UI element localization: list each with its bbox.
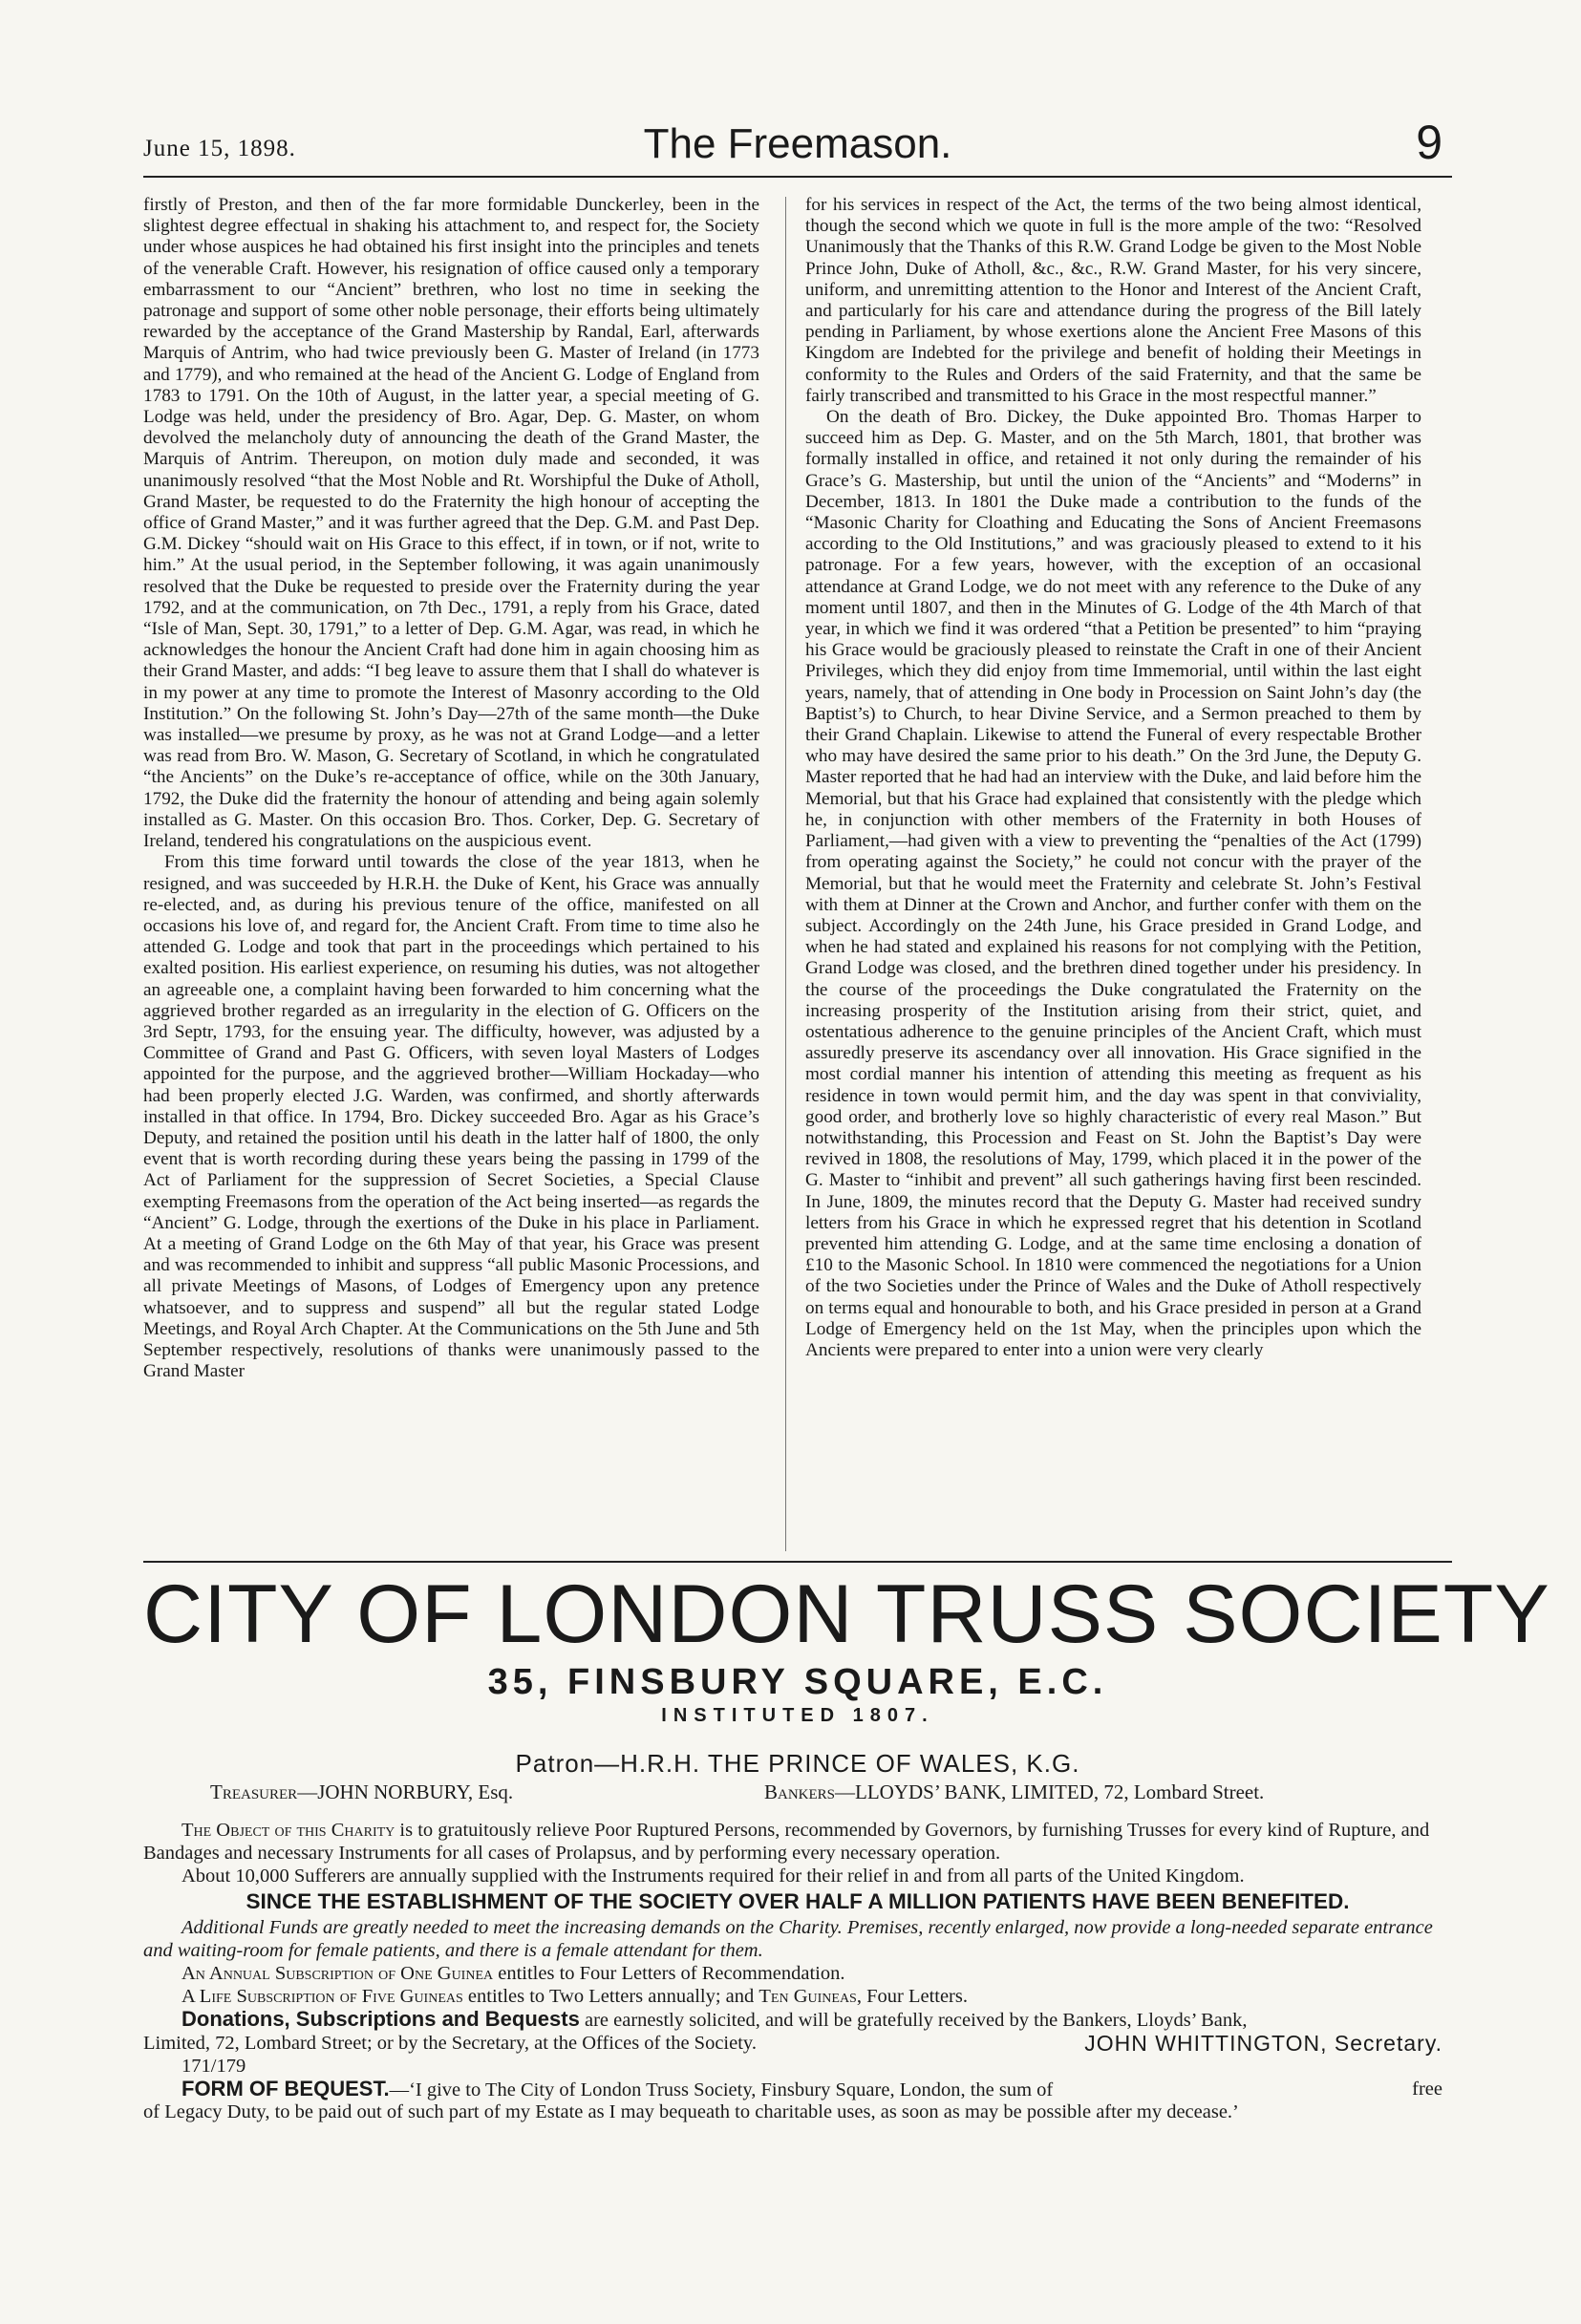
donations-line2: Limited, 72, Lombard Street; or by the Secretary, at the Offices of the Society. bbox=[143, 2033, 757, 2054]
donations-text: are earnestly solicited, and will be gratefully received by the Bankers, Lloyds’ Bank, bbox=[579, 2010, 1248, 2031]
advert-title: CITY OF LONDON TRUSS SOCIETY bbox=[143, 1568, 1550, 1660]
advert-ref: 171/179 bbox=[182, 2056, 246, 2077]
bequest-text: —‘I give to The City of London Truss Society, Finsbury Square, London, the sum of bbox=[389, 2079, 1054, 2100]
advert-officers bbox=[143, 1780, 1452, 1809]
advert-object bbox=[143, 1819, 1452, 1865]
treasurer-name: —JOHN NORBURY, Esq. bbox=[297, 1780, 514, 1803]
life-text: entitles to Two Letters annually; and bbox=[462, 1986, 759, 2007]
object-text: is to gratuitously relieve Poor Ruptured Persons, recommended by Governors, by furnishing Trusses for every kind of Rupture, and Bandages and necessary Instruments for all cases of Prolapsus, and by performing every necessary operation. bbox=[143, 1820, 1430, 1864]
bequest-label: FORM OF BEQUEST. bbox=[182, 2077, 390, 2100]
article-column-right bbox=[805, 195, 1421, 1555]
advertisement bbox=[143, 1567, 1550, 2123]
life-label: A Life Subscription of Five Guineas bbox=[182, 1986, 463, 2007]
bequest-line1 bbox=[182, 2078, 1053, 2101]
bankers-name: —LLOYDS’ BANK, LIMITED, 72, Lombard Street. bbox=[835, 1780, 1265, 1803]
annual-label: An Annual Subscription of One Guinea bbox=[182, 1963, 494, 1984]
advert-treasurer bbox=[210, 1780, 513, 1804]
advert-body bbox=[143, 1819, 1452, 2123]
advert-bequest bbox=[143, 2078, 1452, 2100]
bankers-label: Bankers bbox=[764, 1780, 836, 1803]
advert-sufferers: About 10,000 Sufferers are annually supplied with the Instruments required for their relief in and from all parts of the United Kingdom. bbox=[182, 1866, 1245, 1887]
bequest-line2: of Legacy Duty, to be paid out of such part of my Estate as I may bequeath to charitable uses, as soon as may be possible after my decease.’ bbox=[143, 2101, 1239, 2122]
ten-text: , Four Letters. bbox=[856, 1986, 968, 2007]
article-paragraph: On the death of Bro. Dickey, the Duke appointed Bro. Thomas Harper to succeed him as Dep. G. Master, and on the 5th March, 1801, that brother was formally installed in office, and retained it not only during the remainder of his Grace’s G. Mastership, but until the union of the “Ancients” and “Moderns” in December, 1813. In 1801 the Duke made a contribution to the funds of the “Masonic Charity for Cloathing and Educating the Sons of Ancient Freemasons according to the Old Institutions,” and was graciously pleased to extend to it his patronage. For a few years, however, with the exception of an occasional attendance at Grand Lodge, we do not meet with any reference to the Duke of any moment until 1807, and then in the Minutes of G. Lodge of the 4th March of that year, in which we find it was ordered “that a Petition be presented” to him “praying his Grace would be graciously pleased to reinstate the Craft in one of their Ancient Privileges, which they did enjoy from time Immemorial, until within the last eight years, namely, that of attending in One body in Procession on Saint John’s day (the Baptist’s) to Church, to hear Divine Service, and a Sermon preached to them by their Grand Chaplain. Likewise to attend the Funeral of every respectable Brother who may have desired the same prior to his death.” On the 3rd June, the Deputy G. Master reported that he had had an interview with the Duke, and laid before him the Memorial, but that his Grace had explained that consistently with the pledge which he, in conjunction with other members of the Fraternity in both Houses of Parliament,—had given with a view to preventing the “penalties of the Act (1799) from operating against the Society,” he could not concur with the prayer of the Memorial, but that he would meet the Fraternity and celebrate St. John’s Festival with them at Dinner at the Crown and Anchor, and further confer with them on the subject. Accordingly on the 24th June, his Grace presided in Grand Lodge, and when he had stated and explained his reasons for not complying with the Petition, Grand Lodge was closed, and the brethren dined together under his presidency. In the course of the proceedings the Duke congratulated the Fraternity on the increasing prosperity of the Institution arising from their strict, quiet, and ostentatious adherence to the genuine principles of the Ancient Craft, which must assuredly preserve its ascendancy over all innovation. His Grace signified in the most cordial manner his intention of attending this meeting as frequent as his residence in town would permit him, and the day was spent in that conviviality, good order, and brotherly love so highly characteristic of every real Mason.” But notwithstanding, this Procession and Feast on St. John the Baptist’s Day were revived in 1808, the resolutions of May, 1799, which placed it in the power of the G. Master to “inhibit and prevent” all such gatherings having first been rescinded. In June, 1809, the minutes record that the Deputy G. Master had received sundry letters from his Grace in which he expressed regret that his detention in Scotland prevented him attending G. Lodge, and at the same time enclosing a donation of £10 to the Masonic School. In 1810 were commenced the negotiations for a Union of the two Societies under the Prince of Wales and the Duke of Atholl respectively on terms equal and honourable to both, and his Grace presided in person at a Grand Lodge of Emergency held on the 1st May, when the principles upon which the Ancients were prepared to enter into a union were very clearly bbox=[805, 407, 1421, 1360]
advert-secretary: JOHN WHITTINGTON, Secretary. bbox=[1084, 2031, 1442, 2056]
article-paragraph: firstly of Preston, and then of the far more formidable Dunckerley, been in the slightest degree effectual in shaking his attachment to, and respect for, the Society under whose auspices he had obtained his first insight into the principles and tenets of the venerable Craft. However, his resignation of office caused only a temporary embarrassment to our “Ancient” brethren, who lost no time in seeking the patronage and support of some other noble personage, their efforts being ultimately rewarded by the acceptance of the Grand Mastership by Randal, Earl, afterwards Marquis of Antrim, who had twice previously been G. Master of Ireland (in 1773 and 1779), and who remained at the head of the Ancient G. Lodge of England from 1783 to 1791. On the 10th of August, in the latter year, a special meeting of G. Lodge was held, under the presidency of Bro. Agar, Dep. G. Master, on whom devolved the melancholy duty of announcing the death of the Grand Master, the Marquis of Antrim. Thereupon, on motion duly made and seconded, it was unanimously resolved “that the Most Noble and Rt. Worshipful the Duke of Atholl, Grand Master, be requested to do the Fraternity the high honour of accepting the office of Grand Master,” and it was further agreed that the Dep. G.M. and Past Dep. G.M. Dickey “should wait on His Grace to this effect, if in town, or if not, write to him.” At the usual period, in the September following, it was again unanimously resolved that the Duke be requested to preside over the Fraternity during the year 1792, and at the communication, on 7th Dec., 1791, a reply from his Grace, dated “Isle of Man, Sept. 30, 1791,” to a letter of Dep. G.M. Agar, was read, in which he acknowledges the honour the Ancient Craft had done him in again choosing him as their Grand Master, and adds: “I beg leave to assure them that I shall do whatever is in my power at any time to promote the Interest of Masonry according to the Old Institution.” On the following St. John’s Day—27th of the same month—the Duke was installed—we presume by proxy, as he was not at Grand Lodge—and a letter was read from Bro. W. Mason, G. Secretary of Scotland, in which he congratulated “the Ancients” on the Duke’s re-acceptance of office, while on the 30th January, 1792, the Duke did the fraternity the honour of attending and being again solemly installed as G. Master. On this occasion Bro. Thos. Corker, Dep. G. Secretary of Ireland, tendered his congratulations on the auspicious event. bbox=[143, 195, 759, 852]
annual-text: entitles to Four Letters of Recommendation. bbox=[493, 1963, 845, 1984]
article-paragraph: for his services in respect of the Act, the terms of the two being almost identical, though the second which we quote in full is the more ample of the two: “Resolved Unanimously that the Thanks of this R.W. Grand Lodge be given to the Most Noble Prince John, Duke of Atholl, &c., &c., R.W. Grand Master, for his very sincere, uniform, and unremitting attention to the Honor and Interest of the Ancient Craft, and particularly for his care and attendance during the progress of the Bill lately pending in Parliament, by whose exertions alone the Ancient Free Masons of this Kingdom are Indebted for the privilege and benefit of holding their Meetings in conformity to the Rules and Orders of the said Fraternity, and that the same be fairly transcribed and transmitted to his Grace in the most respectful manner.” bbox=[805, 195, 1421, 406]
ten-label: Ten Guineas bbox=[758, 1986, 857, 2007]
article-paragraph: From this time forward until towards the close of the year 1813, when he resigned, and was succeeded by H.R.H. the Duke of Kent, his Grace was annually re-elected, and, as during his previous tenure of the office, manifested on all occasions his love of, and regard for, the Ancient Craft. From time to time also he attended G. Lodge and took that part in the proceedings which pertained to his exalted position. His earliest experience, on resuming his duties, was not altogether an agreeable one, a complaint having been forwarded to him concerning what the aggrieved brother regarded as an irregularity in the election of G. Officers on the 3rd Septr, 1793, for the ensuing year. The difficulty, however, was adjusted by a Committee of Grand and Past G. Officers, with seven loyal Masters of Lodges appointed for the purpose, and the aggrieved brother—William Hockaday—who had been properly elected J.G. Warden, was confirmed, and shortly afterwards installed in that office. In 1794, Bro. Dickey succeeded Bro. Agar as his Grace’s Deputy, and retained the position until his death in the latter half of 1800, the only event that is worth recording during these years being the passing in 1799 of the Act of Parliament for the suppression of Secret Societies, a Special Clause exempting Freemasons from the operation of the Act being inserted—as regards the “Ancient” G. Lodge, through the exertions of the Duke in his place in Parliament. At a meeting of Grand Lodge on the 6th May of that year, his Grace was present and was recommended to inhibit and suppress “all public Masonic Processions, and all private Meetings of Masons, of Lodges of Emergency upon any pretence whatsoever, and to suppress and suspend” all but the regular stated Lodge Meetings, and Royal Arch Chapter. At the Communications on the 5th June and 5th September respectively, resolutions of thanks were unanimously passed to the Grand Master bbox=[143, 852, 759, 1382]
advert-bankers bbox=[764, 1780, 1264, 1804]
masthead bbox=[143, 115, 1452, 172]
column-divider bbox=[785, 197, 786, 1551]
issue-date: June 15, 1898. bbox=[143, 136, 296, 161]
newspaper-title: The Freemason. bbox=[643, 120, 952, 167]
advert-rule bbox=[143, 1561, 1452, 1563]
advert-donations bbox=[143, 2008, 1452, 2032]
advert-banner: SINCE THE ESTABLISHMENT OF THE SOCIETY OVER HALF A MILLION PATIENTS HAVE BEEN BENEFITED. bbox=[246, 1889, 1350, 1913]
treasurer-label: Treasurer bbox=[210, 1780, 298, 1803]
donations-label: Donations, Subscriptions and Bequests bbox=[182, 2007, 580, 2031]
masthead-rule bbox=[143, 176, 1452, 178]
article-column-left bbox=[143, 195, 759, 1555]
advert-address: 35, FINSBURY SQUARE, E.C. bbox=[487, 1662, 1108, 1702]
bequest-free: free bbox=[1412, 2079, 1442, 2100]
advert-instituted: INSTITUTED 1807. bbox=[661, 1705, 934, 1726]
advert-life bbox=[143, 1985, 1452, 2008]
page-number: 9 bbox=[1416, 116, 1442, 169]
advert-additional: Additional Funds are greatly needed to meet the increasing demands on the Charity. Premises, recently enlarged, now provide a long-needed separate entrance and waiting-room for female patients, and there is a female attendant for them. bbox=[143, 1917, 1433, 1961]
object-label: The Object of this Charity bbox=[182, 1820, 395, 1841]
advert-patron: Patron—H.R.H. THE PRINCE OF WALES, K.G. bbox=[515, 1749, 1080, 1778]
advert-annual bbox=[143, 1962, 1452, 1985]
advert-donations-line2 bbox=[143, 2032, 1452, 2055]
